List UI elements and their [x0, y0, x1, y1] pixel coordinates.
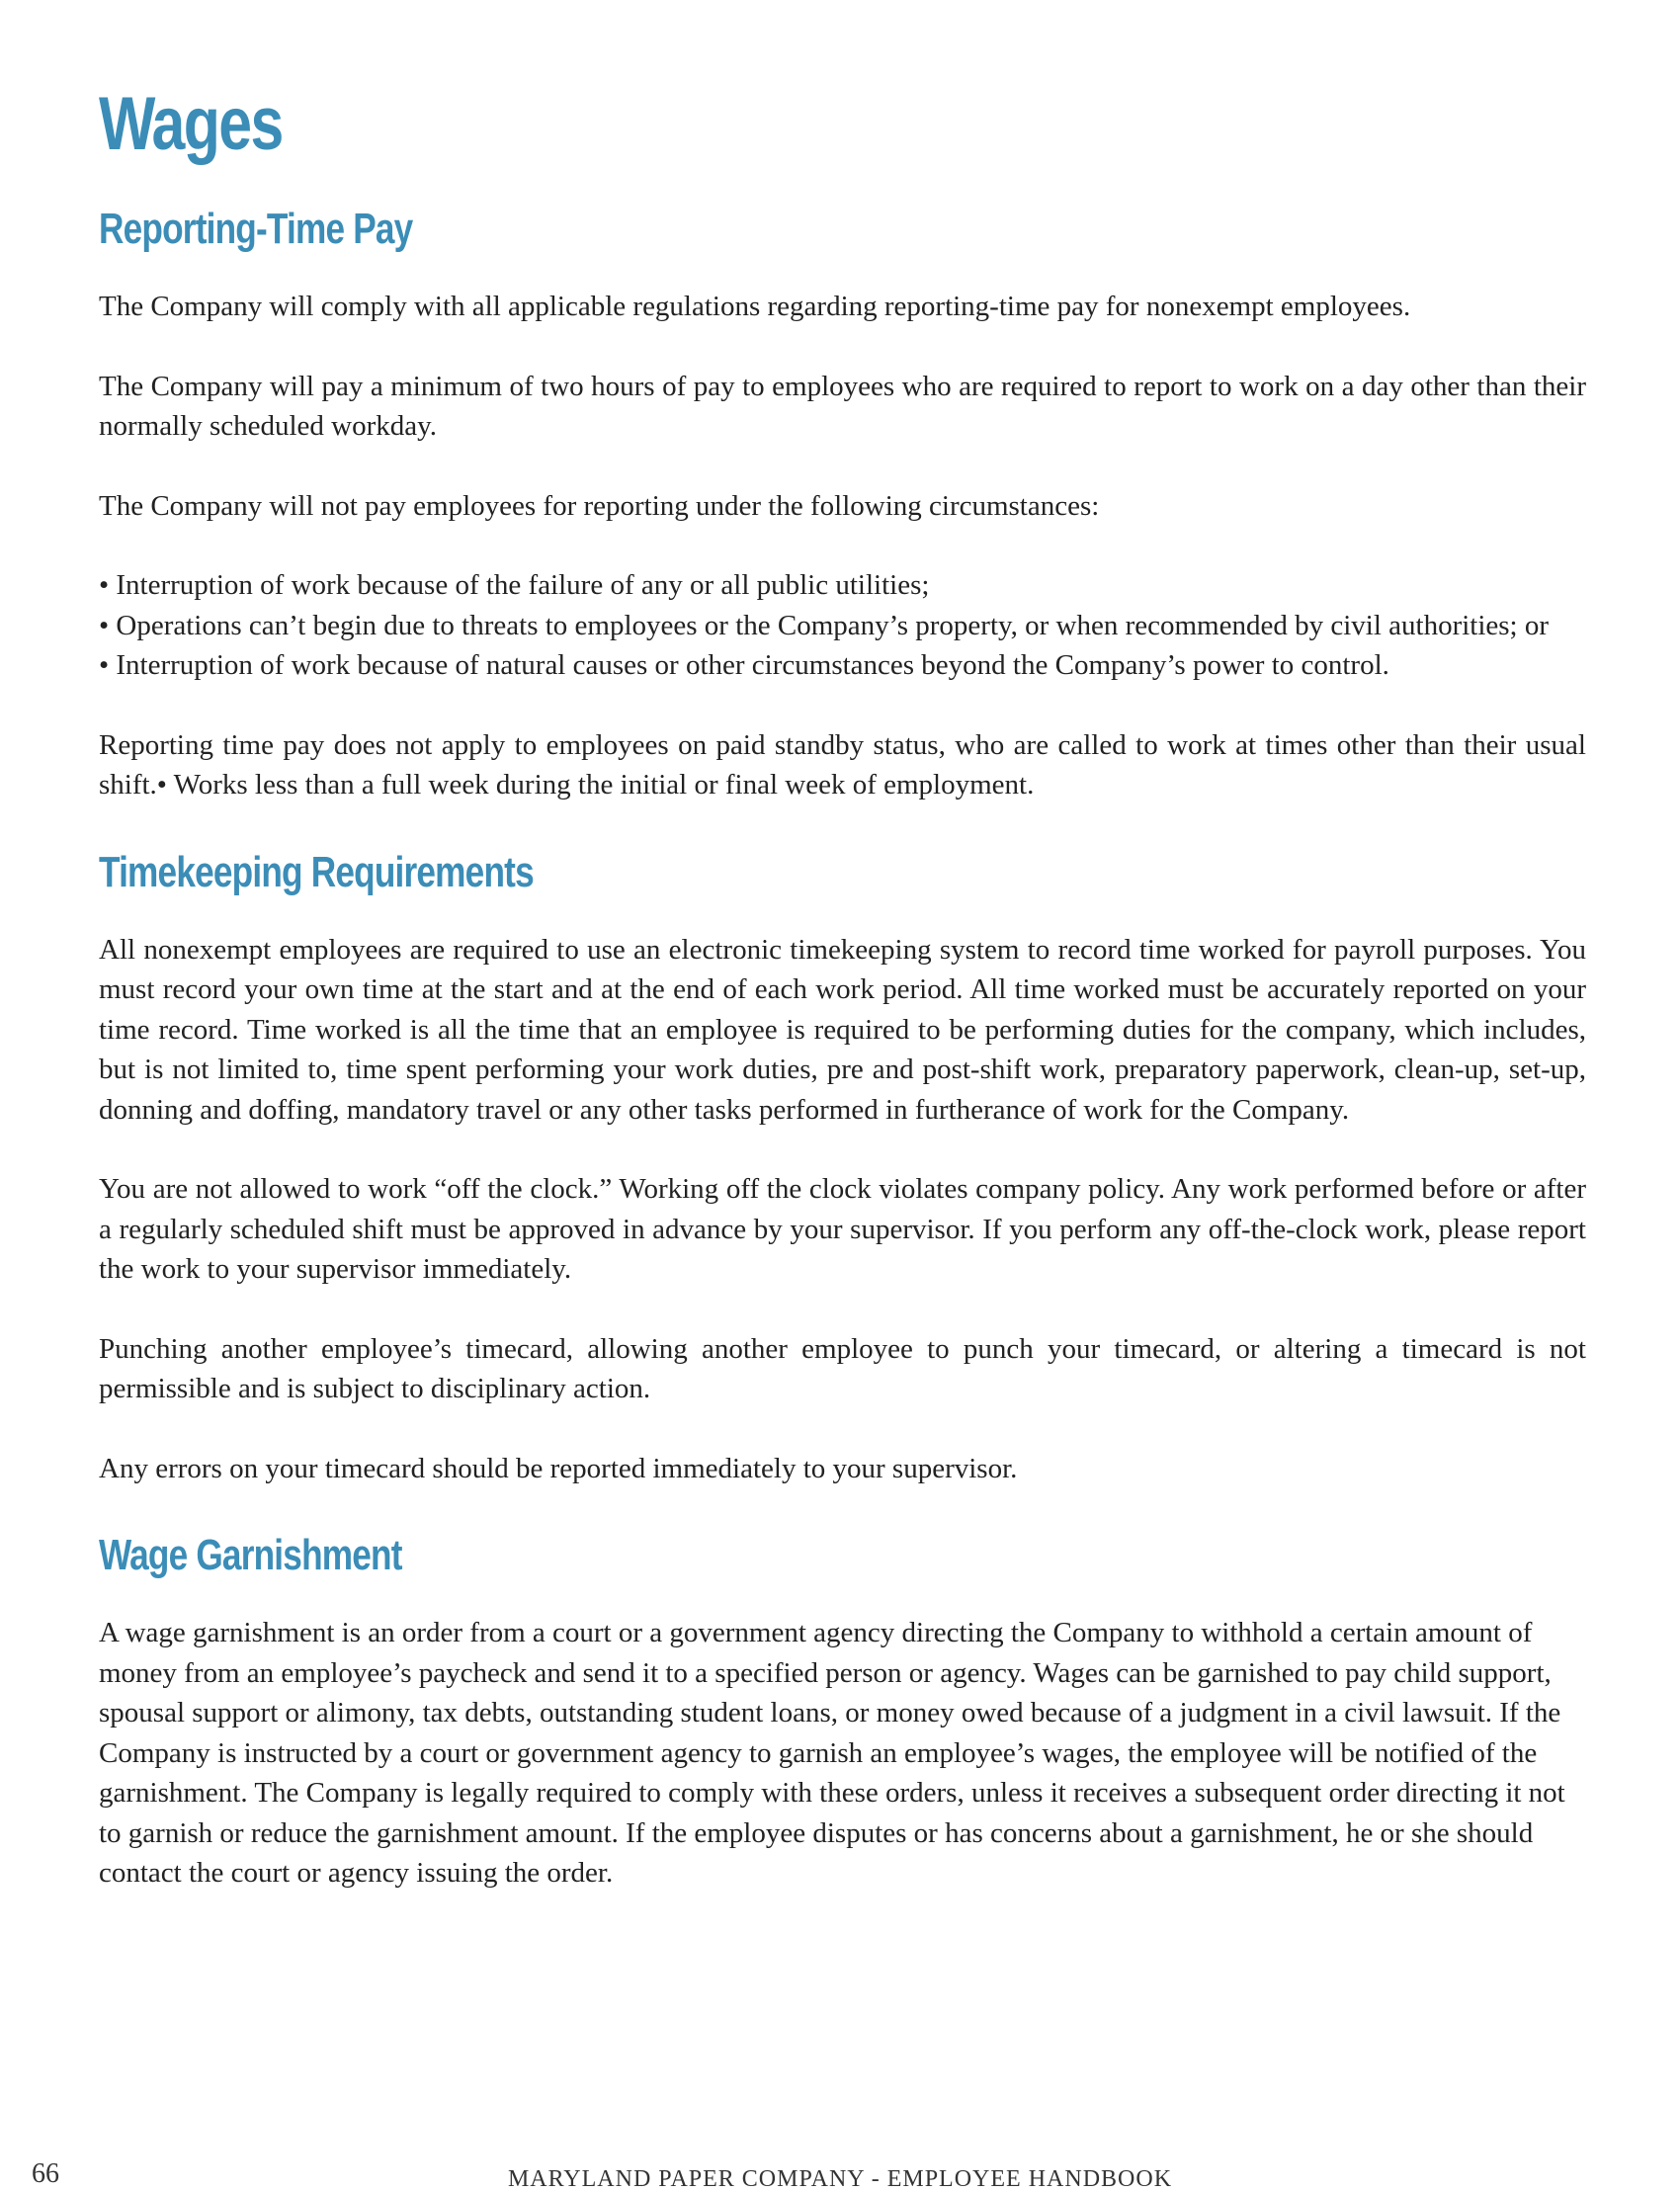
section-reporting-time-pay: [99, 202, 1586, 805]
paragraph: A wage garnishment is an order from a court or a government agency directing the Company to withhold a certain amount of money from an employee’s paycheck and send it to a specified person or agency. Wages can be garnished to pay child support, spousal support or alimony, tax debts, outstanding student loans, or money owed because of a judgment in a civil lawsuit. If the Company is instructed by a court or government agency to garnish an employee’s wages, the employee will be notified of the garnishment. The Company is legally required to comply with these orders, unless it receives a subsequent order directing it not to garnish or reduce the garnishment amount. If the employee disputes or has concerns about a garnishment, he or she should contact the court or agency issuing the order.: [99, 1617, 1565, 1889]
document-page: [99, 77, 1586, 1933]
paragraph: Reporting time pay does not apply to employees on paid standby status, who are called to work at times other than their usual shift.• Works less than a full week during the initial or final week of employment.: [99, 728, 1586, 801]
paragraph: You are not allowed to work “off the clock.” Working off the clock violates company policy. Any work performed before or after a regularly scheduled shift must be approved in advance by your supervisor. If you perform any off-the-clock work, please report the work to your supervisor immediately.: [99, 1173, 1586, 1285]
bullet-item: • Interruption of work because of natural causes or other circumstances beyond the Company’s power to control.: [99, 649, 1389, 681]
paragraph: Any errors on your timecard should be reported immediately to your supervisor.: [99, 1452, 1018, 1484]
footer-title: MARYLAND PAPER COMPANY - EMPLOYEE HANDBOOK: [507, 2166, 1173, 2192]
paragraph: All nonexempt employees are required to use an electronic timekeeping system to record time worked for payroll purposes. You must record your own time at the start and at the end of each work period. All time worked must be accurately reported on your time record. Time worked is all the time that an employee is required to be performing duties for the company, which includes, but is not limited to, time spent performing your work duties, pre and post-shift work, preparatory paperwork, clean-up, set-up, donning and doffing, mandatory travel or any other tasks performed in furtherance of work for the Company.: [99, 933, 1586, 1126]
page-title: Wages: [99, 82, 283, 166]
paragraph: The Company will not pay employees for reporting under the following circumstances:: [99, 489, 1100, 522]
bullet-item: • Operations can’t begin due to threats to employees or the Company’s property, or when recommended by civil authorities; or: [99, 609, 1550, 641]
section-timekeeping-requirements: [99, 845, 1586, 1489]
bullet-item: • Interruption of work because of the failure of any or all public utilities;: [99, 569, 930, 601]
section-wage-garnishment: [99, 1528, 1586, 1894]
section-heading: Wage Garnishment: [99, 1531, 402, 1579]
paragraph: The Company will pay a minimum of two hours of pay to employees who are required to report to work on a day other than their normally scheduled workday.: [99, 370, 1586, 442]
section-heading: Timekeeping Requirements: [99, 847, 534, 896]
bullet-list: [99, 565, 1586, 686]
paragraph: Punching another employee’s timecard, allowing another employee to punch your timecard, or altering a timecard is not permissible and is subject to disciplinary action.: [99, 1332, 1586, 1404]
paragraph: The Company will comply with all applicable regulations regarding reporting-time pay for nonexempt employees.: [99, 291, 1411, 322]
page-number: 66: [32, 2158, 59, 2189]
section-heading: Reporting-Time Pay: [99, 205, 413, 253]
